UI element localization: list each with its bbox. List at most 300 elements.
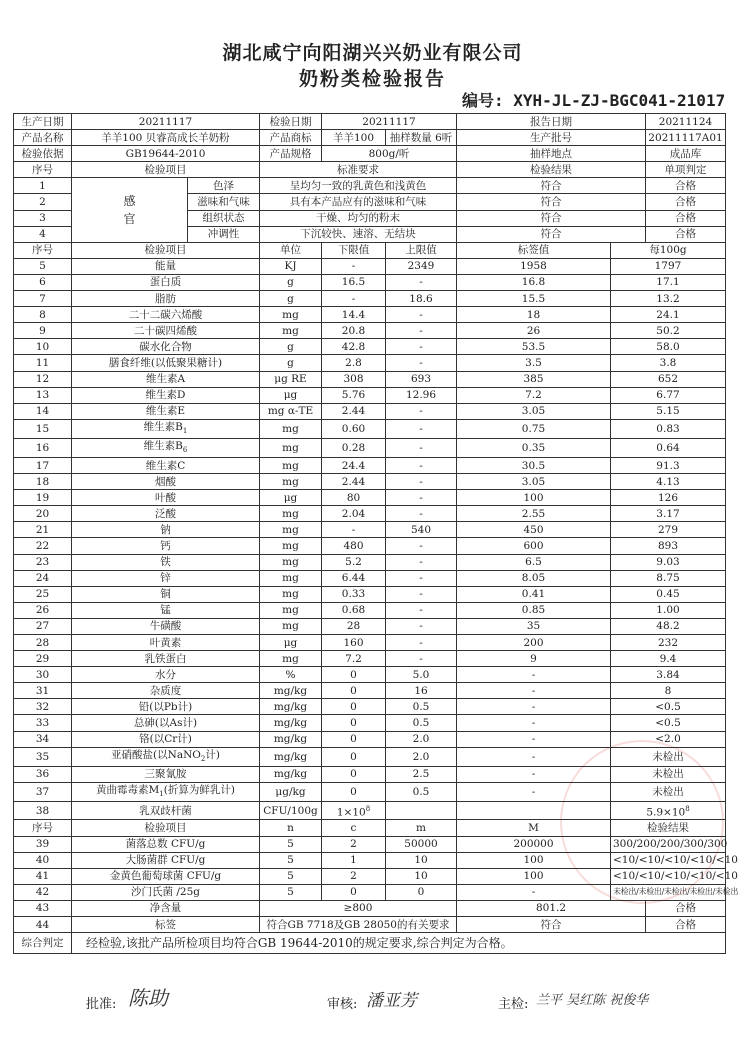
nutrient-name-tail: (折算为鲜乳计) <box>163 783 235 796</box>
nutrient-unit: μg <box>260 490 322 506</box>
nutrient-label: 7.2 <box>457 387 611 403</box>
nutrient-high: - <box>386 651 457 667</box>
nutrient-low <box>322 522 386 538</box>
row-no: 13 <box>14 387 72 403</box>
nutrient-unit: mg <box>260 474 322 490</box>
col-req: 标准要求 <box>260 162 457 178</box>
nutrient-result <box>611 506 726 522</box>
batch-label: 生产批号 <box>457 130 646 146</box>
nutrient-high: - <box>386 586 457 602</box>
row-no: 36 <box>14 766 72 782</box>
row-no: 27 <box>14 618 72 634</box>
sensory-req: 呈均匀一致的乳黄色和浅黄色 <box>260 178 457 194</box>
nutrient-low <box>322 371 386 387</box>
nutrient-row <box>14 274 726 290</box>
nutrient-name-text: 叶黄素 <box>149 636 182 649</box>
nutrient-result <box>611 490 726 506</box>
nutrient-name-text: 蛋白质 <box>149 276 182 289</box>
nutrient-high: - <box>386 474 457 490</box>
nutrient-low-text: 0 <box>350 684 357 697</box>
nutrient-high: 12.96 <box>386 387 457 403</box>
nutrient-low-text: 0 <box>350 700 357 713</box>
nutrient-name-text: 维生素A <box>145 373 186 386</box>
nutrient-high: - <box>386 570 457 586</box>
nutrient-result <box>611 747 726 766</box>
nutrient-name <box>72 570 260 586</box>
report-date-value: 20211124 <box>646 114 726 130</box>
row-no: 28 <box>14 635 72 651</box>
sensory-req: 下沉较快、速溶、无结块 <box>260 226 457 242</box>
nutrient-label: 9 <box>457 651 611 667</box>
conclusion-row <box>14 933 726 954</box>
micro-m: 0 <box>386 884 457 900</box>
nutrient-label: 200 <box>457 635 611 651</box>
nutrient-name <box>72 747 260 766</box>
micro-m: 50000 <box>386 836 457 852</box>
nutrient-label: 3.5 <box>457 355 611 371</box>
micro-c: 2 <box>322 836 386 852</box>
nutrient-result <box>611 715 726 731</box>
nutrient-label: 16.8 <box>457 274 611 290</box>
nutrient-name <box>72 339 260 355</box>
nutrient-name <box>72 403 260 419</box>
nutrient-low <box>322 307 386 323</box>
nutrient-unit: mg <box>260 602 322 618</box>
nutrient-name <box>72 554 260 570</box>
nutrient-row <box>14 651 726 667</box>
nutrient-unit: mg α-TE <box>260 403 322 419</box>
nutrient-result <box>611 339 726 355</box>
nutrient-name-text: 维生素B <box>143 420 183 433</box>
table-body <box>14 114 739 954</box>
nutrient-high: 5.0 <box>386 667 457 683</box>
micro-n: 5 <box>260 868 322 884</box>
nutrient-result-text: 9.4 <box>659 652 677 665</box>
nutrient-name <box>72 715 260 731</box>
nutrient-name-text: 碳水化合物 <box>139 340 192 353</box>
nutrient-name-text: 二十二碳六烯酸 <box>128 308 203 321</box>
product-name-value: 羊羊100 贝睿高成长羊奶粉 <box>72 130 260 146</box>
nutrient-high: 2.0 <box>386 747 457 766</box>
approve-name: 陈助 <box>128 986 168 1010</box>
nutrient-name <box>72 258 260 274</box>
nutrient-low <box>322 683 386 699</box>
micro-result: <10/<10/<10/<10/<10 <box>611 852 726 868</box>
nutrient-row <box>14 747 726 766</box>
nutrient-name <box>72 419 260 438</box>
nutrient-result-text: 232 <box>657 636 679 649</box>
nutrient-low-text: - <box>351 260 356 273</box>
nutrient-low <box>322 801 386 820</box>
nutrient-unit: mg <box>260 522 322 538</box>
sensory-result: 符合 <box>457 210 646 226</box>
micro-name: 大肠菌群 CFU/g <box>72 852 260 868</box>
nutrient-low-text: 2.44 <box>341 405 366 418</box>
nutrient-low-text: 480 <box>343 539 364 552</box>
nutrient-result-text: 3.17 <box>656 507 680 520</box>
nutrient-high: - <box>386 602 457 618</box>
nutrient-row <box>14 522 726 538</box>
row-no: 8 <box>14 307 72 323</box>
micro-c: 0 <box>322 884 386 900</box>
row-no: 9 <box>14 323 72 339</box>
micro-M: - <box>457 884 611 900</box>
row-no: 2 <box>14 194 72 210</box>
nutrient-low <box>322 651 386 667</box>
nutrient-low <box>322 474 386 490</box>
nutrient-low-text: 5.2 <box>345 556 362 569</box>
nutrient-high: 693 <box>386 371 457 387</box>
row-no: 25 <box>14 586 72 602</box>
row-no: 35 <box>14 747 72 766</box>
nutrient-result-text: 0.83 <box>656 422 680 435</box>
nutrient-name-text: 黄曲霉毒素M <box>96 783 160 796</box>
nutrient-high: - <box>386 506 457 522</box>
check-signature <box>498 993 528 1012</box>
nutrient-name-text: 三聚氰胺 <box>144 768 187 781</box>
col-item: 检验项目 <box>72 242 260 258</box>
nutrient-low-text: 0.68 <box>341 604 366 617</box>
nutrient-unit: mg/kg <box>260 766 322 782</box>
nutrient-result <box>611 618 726 634</box>
nutrient-name-text: 维生素E <box>145 405 186 418</box>
nutrient-unit: g <box>260 274 322 290</box>
col-no: 序号 <box>14 242 72 258</box>
nutrient-high: - <box>386 323 457 339</box>
nutrient-row <box>14 782 726 801</box>
nutrient-unit: μg RE <box>260 371 322 387</box>
tag-judge: 合格 <box>646 917 726 933</box>
col-result: 检验结果 <box>611 820 726 836</box>
nutrient-name-text: 二十碳四烯酸 <box>134 324 197 337</box>
nutrient-high: - <box>386 538 457 554</box>
nutrient-result-text: 48.2 <box>656 620 680 633</box>
micro-row <box>14 852 726 868</box>
row-no: 40 <box>14 852 72 868</box>
nutrient-result <box>611 586 726 602</box>
nutrient-result-text: 3.8 <box>659 356 677 369</box>
nutrient-row <box>14 635 726 651</box>
nutrient-result <box>611 651 726 667</box>
nutrient-result <box>611 570 726 586</box>
row-no: 38 <box>14 801 72 820</box>
nutrient-label: - <box>457 715 611 731</box>
nutrient-result <box>611 538 726 554</box>
nutrient-high: 18.6 <box>386 291 457 307</box>
nutrient-result <box>611 699 726 715</box>
prod-date-value: 20211117 <box>72 114 260 130</box>
micro-header <box>14 820 726 836</box>
nutrient-row <box>14 801 726 820</box>
col-M: M <box>457 820 611 836</box>
nutrient-row <box>14 403 726 419</box>
nutrient-unit: mg <box>260 323 322 339</box>
nutrient-name <box>72 602 260 618</box>
row-no: 44 <box>14 917 72 933</box>
nutrient-low <box>322 699 386 715</box>
nutrient-low <box>322 490 386 506</box>
sensory-result: 符合 <box>457 226 646 242</box>
nutrient-low-text: 1×10 <box>336 806 366 819</box>
nutrient-label: 2.55 <box>457 506 611 522</box>
nutrient-result-text: 652 <box>657 373 679 386</box>
nutrient-name <box>72 586 260 602</box>
nutrient-name-text: 能量 <box>155 260 176 273</box>
nutrient-unit: μg <box>260 635 322 651</box>
tag-req: 符合GB 7718及GB 28050的有关要求 <box>260 917 457 933</box>
nutrient-low <box>322 387 386 403</box>
nutrient-label: 53.5 <box>457 339 611 355</box>
nutrient-low <box>322 766 386 782</box>
nutrient-low <box>322 554 386 570</box>
row-no: 23 <box>14 554 72 570</box>
nutrient-result <box>611 731 726 747</box>
row-no: 6 <box>14 274 72 290</box>
row-no: 10 <box>14 339 72 355</box>
nutrient-low <box>322 618 386 634</box>
nutrient-result-text: 24.1 <box>656 308 680 321</box>
nutrient-high: - <box>386 307 457 323</box>
row-no: 11 <box>14 355 72 371</box>
row-no: 39 <box>14 836 72 852</box>
col-label: 标签值 <box>457 242 611 258</box>
nutrient-unit: mg <box>260 506 322 522</box>
row-no: 37 <box>14 782 72 801</box>
nutrient-result-text: 893 <box>657 539 679 552</box>
row-no: 26 <box>14 602 72 618</box>
nutrient-high: 0.5 <box>386 699 457 715</box>
micro-row <box>14 884 726 900</box>
micro-n: 5 <box>260 852 322 868</box>
nutrient-low <box>322 355 386 371</box>
micro-result: 300/200/200/300/300 <box>611 836 726 852</box>
nutrient-high: - <box>386 618 457 634</box>
row-no: 4 <box>14 226 72 242</box>
nutrient-unit: μg/kg <box>260 782 322 801</box>
nutrient-name-text: 烟酸 <box>155 475 176 488</box>
col-no: 序号 <box>14 820 72 836</box>
nutrient-unit: mg <box>260 554 322 570</box>
nutrient-low <box>322 715 386 731</box>
nutrient-high: - <box>386 438 457 457</box>
nutrient-unit: mg <box>260 307 322 323</box>
nutrient-result-text: 1.00 <box>656 604 680 617</box>
nutrient-unit: mg <box>260 538 322 554</box>
batch-value: 20211117A01 <box>646 130 726 146</box>
serial-label: 编号: <box>462 91 504 110</box>
nutrient-label: 450 <box>457 522 611 538</box>
nutrient-label: - <box>457 747 611 766</box>
nutrient-row <box>14 554 726 570</box>
nutrient-high: 16 <box>386 683 457 699</box>
nutrient-high: - <box>386 355 457 371</box>
nutrient-low-text: 0 <box>350 750 357 763</box>
micro-row <box>14 868 726 884</box>
info-row-1 <box>14 114 726 130</box>
nutrient-name <box>72 522 260 538</box>
approve-signature <box>86 993 116 1012</box>
micro-M: 100 <box>457 852 611 868</box>
nutrient-high: - <box>386 490 457 506</box>
nutrient-label: 3.05 <box>457 403 611 419</box>
sensory-item: 冲调性 <box>188 226 260 242</box>
nutrient-result <box>611 801 726 820</box>
nutrient-label: 0.85 <box>457 602 611 618</box>
nutrient-name <box>72 618 260 634</box>
nutrient-label: 30.5 <box>457 457 611 473</box>
nutrient-label <box>457 801 611 820</box>
check-label: 主检: <box>498 997 529 1012</box>
nutrient-result <box>611 457 726 473</box>
tag-result: 符合 <box>457 917 646 933</box>
inspection-table <box>13 113 739 954</box>
nutrient-result <box>611 438 726 457</box>
nutrient-row <box>14 355 726 371</box>
nutrient-unit: mg <box>260 438 322 457</box>
nutrient-result <box>611 291 726 307</box>
serial-value: XYH-JL-ZJ-BGC041-21017 <box>513 91 726 110</box>
net-req: ≥800 <box>260 900 457 916</box>
micro-result: <10/<10/<10/<10/<10 <box>611 868 726 884</box>
nutrient-name <box>72 490 260 506</box>
nutrient-low <box>322 782 386 801</box>
info-row-3 <box>14 146 726 162</box>
nutrient-result-text: 5.15 <box>656 405 680 418</box>
nutrient-header <box>14 242 726 258</box>
nutrient-name <box>72 274 260 290</box>
nutrient-low-text: 6.44 <box>341 572 366 585</box>
nutrient-row <box>14 371 726 387</box>
sensory-judge: 合格 <box>646 178 726 194</box>
nutrient-label: 600 <box>457 538 611 554</box>
nutrient-unit: μg <box>260 387 322 403</box>
row-no: 17 <box>14 457 72 473</box>
row-no: 20 <box>14 506 72 522</box>
nutrient-row <box>14 387 726 403</box>
nutrient-low <box>322 291 386 307</box>
col-item: 检验项目 <box>72 820 260 836</box>
sensory-judge: 合格 <box>646 210 726 226</box>
nutrient-row <box>14 506 726 522</box>
nutrient-name-text: 铜 <box>160 588 171 601</box>
nutrient-result-text: 279 <box>657 523 679 536</box>
sensory-row <box>14 178 726 194</box>
col-judge: 单项判定 <box>646 162 726 178</box>
nutrient-result-text: 13.2 <box>656 292 680 305</box>
nutrient-label: 385 <box>457 371 611 387</box>
nutrient-result <box>611 683 726 699</box>
brand-label: 产品商标 <box>260 130 322 146</box>
nutrient-name-text: 钠 <box>160 523 171 536</box>
sensory-judge: 合格 <box>646 194 726 210</box>
nutrient-label: 35 <box>457 618 611 634</box>
company-name: 湖北咸宁向阳湖兴兴奶业有限公司 <box>222 42 523 64</box>
nutrient-row <box>14 731 726 747</box>
sensory-req: 具有本产品应有的滋味和气味 <box>260 194 457 210</box>
col-result: 检验结果 <box>457 162 646 178</box>
nutrient-result-text: 3.84 <box>656 668 680 681</box>
nutrient-name <box>72 801 260 820</box>
nutrient-low-text: 42.8 <box>341 340 366 353</box>
nutrient-label: - <box>457 766 611 782</box>
conclusion-label: 综合判定 <box>14 933 72 954</box>
nutrient-row <box>14 602 726 618</box>
nutrient-result <box>611 474 726 490</box>
nutrient-unit: mg/kg <box>260 683 322 699</box>
nutrient-unit: mg <box>260 618 322 634</box>
net-label: 净含量 <box>72 900 260 916</box>
nutrient-label: 15.5 <box>457 291 611 307</box>
col-result: 每100g <box>611 242 726 258</box>
nutrient-row <box>14 683 726 699</box>
nutrient-low-text: 0 <box>350 768 357 781</box>
nutrient-low <box>322 419 386 438</box>
row-no: 18 <box>14 474 72 490</box>
nutrient-name-text: 锰 <box>160 604 171 617</box>
nutrient-row <box>14 490 726 506</box>
check-name: 兰平 吴红陈 祝俊华 <box>536 993 649 1008</box>
sample-qty-value: 6听 <box>435 131 453 144</box>
nutrient-row <box>14 715 726 731</box>
nutrient-unit: mg/kg <box>260 699 322 715</box>
nutrient-low-text: 0.28 <box>341 441 366 454</box>
nutrient-result <box>611 635 726 651</box>
nutrient-low-text: 160 <box>343 636 364 649</box>
nutrient-unit: mg <box>260 419 322 438</box>
nutrient-low-text: 2.04 <box>341 507 366 520</box>
nutrient-low <box>322 438 386 457</box>
nutrient-name <box>72 506 260 522</box>
nutrient-high <box>386 801 457 820</box>
nutrient-result-text: 1797 <box>654 260 682 273</box>
nutrient-high: - <box>386 403 457 419</box>
nutrient-low <box>322 635 386 651</box>
test-date-label: 检验日期 <box>260 114 322 130</box>
nutrient-result-text: 50.2 <box>656 324 680 337</box>
nutrient-result <box>611 554 726 570</box>
nutrient-high: - <box>386 457 457 473</box>
nutrient-high: - <box>386 274 457 290</box>
nutrient-result-text: 9.03 <box>656 556 680 569</box>
nutrient-name <box>72 683 260 699</box>
nutrient-name-text: 乳双歧杆菌 <box>139 804 192 817</box>
info-row-2 <box>14 130 726 146</box>
nutrient-name-sub: 1 <box>159 789 164 798</box>
nutrient-low-text: 0 <box>350 733 357 746</box>
nutrient-label: - <box>457 782 611 801</box>
nutrient-result <box>611 258 726 274</box>
nutrient-low <box>322 258 386 274</box>
nutrient-row <box>14 474 726 490</box>
nutrient-result-text: 91.3 <box>656 459 680 472</box>
sensory-item: 滋味和气味 <box>188 194 260 210</box>
nutrient-name-sub: 1 <box>182 426 188 435</box>
nutrient-name-text: 牛磺酸 <box>149 620 182 633</box>
micro-name: 沙门氏菌 /25g <box>72 884 260 900</box>
nutrient-unit: mg <box>260 651 322 667</box>
col-m: m <box>386 820 457 836</box>
row-no: 1 <box>14 178 72 194</box>
nutrient-name-text: 脂肪 <box>155 292 176 305</box>
sample-qty <box>386 130 457 146</box>
nutrient-row <box>14 667 726 683</box>
nutrient-low <box>322 570 386 586</box>
nutrient-name-text: 叶酸 <box>155 491 176 504</box>
nutrient-name <box>72 291 260 307</box>
nutrient-row <box>14 419 726 438</box>
nutrient-label: 26 <box>457 323 611 339</box>
nutrient-unit: mg <box>260 457 322 473</box>
